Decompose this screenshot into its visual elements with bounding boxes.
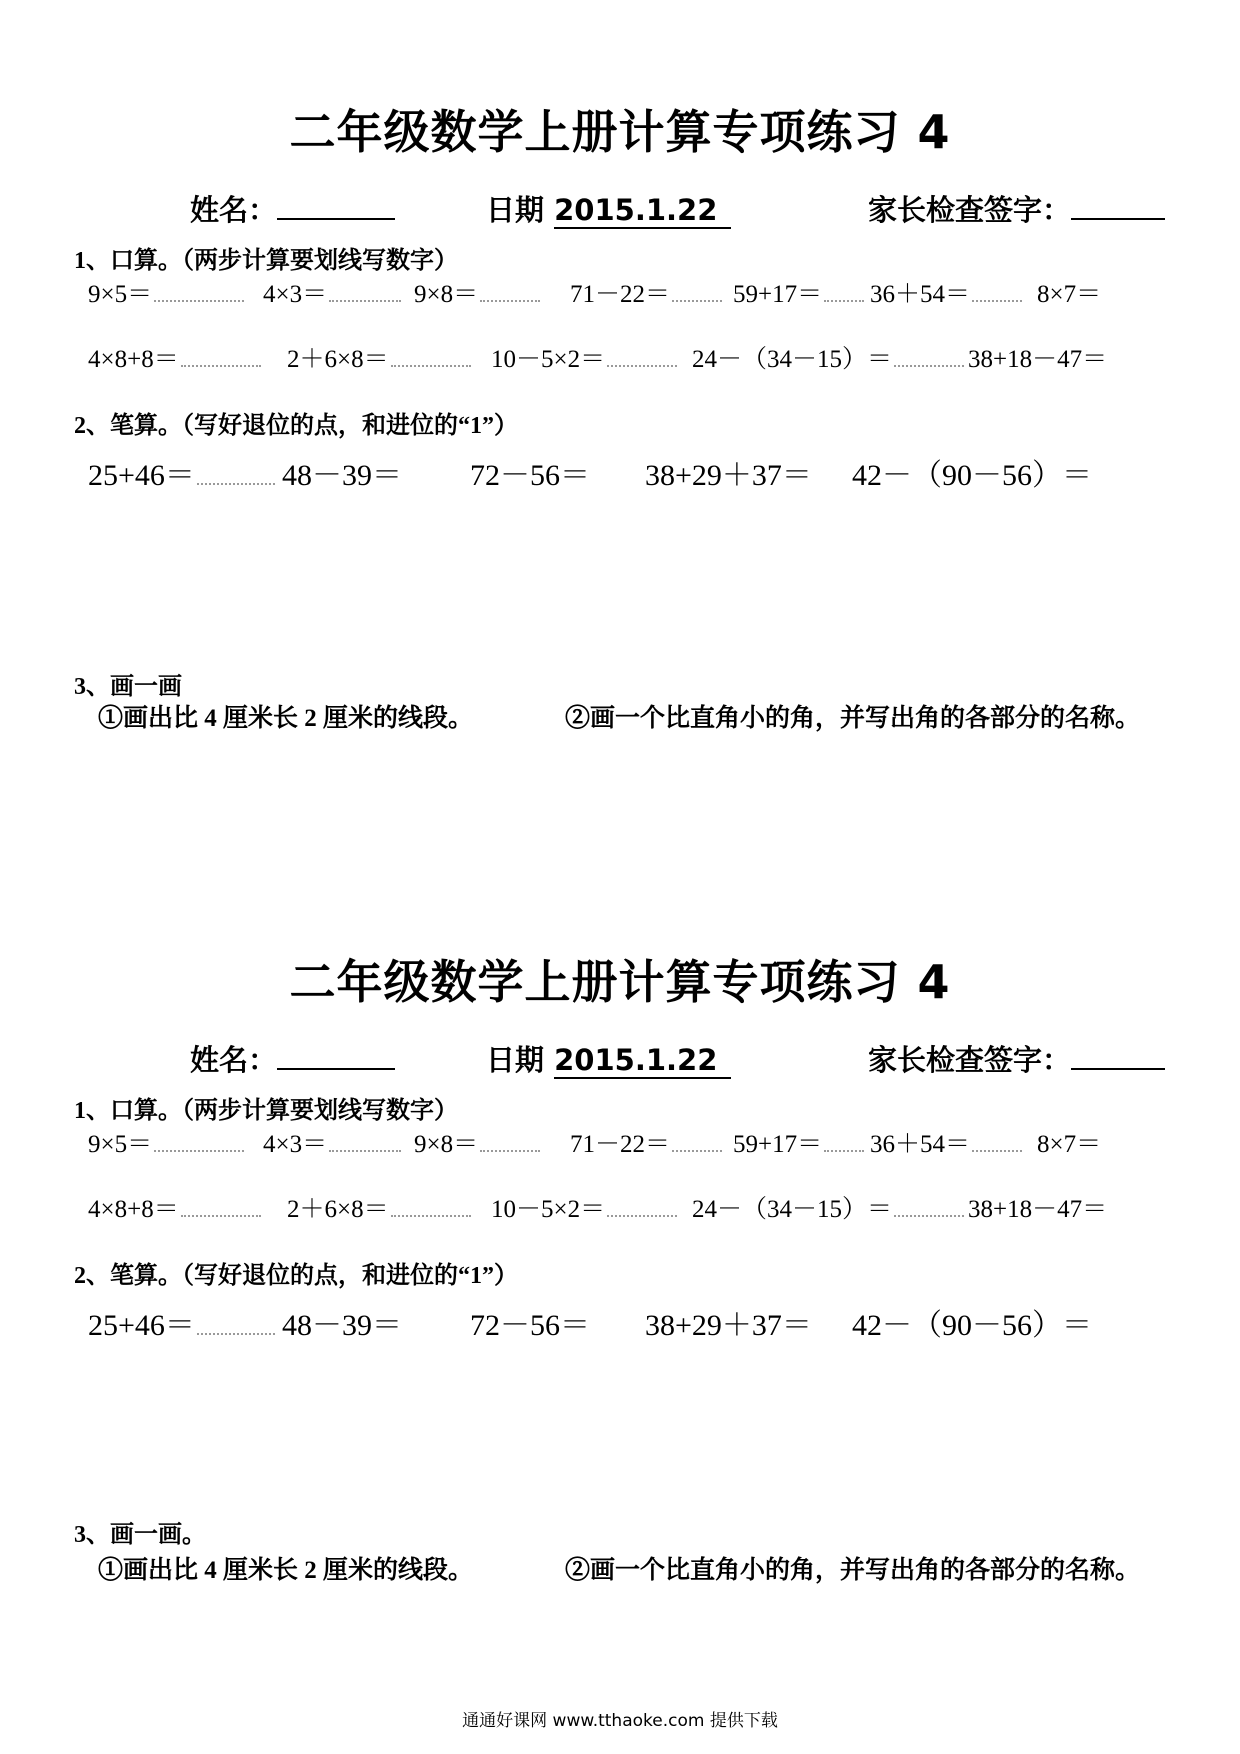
written-problem: 42－（90－56）＝ — [852, 459, 1092, 492]
footer-credit: 通通好课网 www.tthaoke.com 提供下载 — [462, 1711, 778, 1731]
oral-problem: 2＋6×8＝ — [287, 1189, 471, 1225]
draw-task-1: ①画出比 4 厘米长 2 厘米的线段。 — [98, 1557, 474, 1584]
signature-blank[interactable] — [1071, 188, 1165, 220]
name-blank[interactable] — [277, 188, 395, 220]
oral-problem: 8×7＝ — [1037, 281, 1102, 308]
date-field — [486, 188, 731, 229]
written-problem: 72－56＝ — [470, 459, 590, 492]
oral-problem: 24－（34－15）＝ — [692, 339, 964, 375]
worksheet-title: 二年级数学上册计算专项练习 4 — [289, 105, 951, 159]
date-field — [486, 1038, 731, 1079]
section-1-heading: 1、口算。（两步计算要划线写数字） — [74, 248, 458, 274]
date-value: 2015.1.22 — [554, 1043, 731, 1079]
section-3-heading: 3、画一画 — [74, 674, 182, 700]
oral-problem: 9×5＝ — [88, 274, 244, 310]
written-problem: 38+29＋37＝ — [645, 1309, 812, 1342]
oral-problem: 4×8+8＝ — [88, 339, 261, 375]
section-2-heading: 2、笔算。（写好退位的点，和进位的“1”） — [74, 1263, 518, 1289]
section-2-heading: 2、笔算。（写好退位的点，和进位的“1”） — [74, 413, 518, 439]
oral-problem: 9×8＝ — [414, 274, 540, 310]
signature-blank[interactable] — [1071, 1038, 1165, 1070]
draw-task-2: ②画一个比直角小的角，并写出角的各部分的名称。 — [565, 705, 1141, 732]
date-label: 日期 — [486, 193, 545, 227]
signature-field — [868, 1038, 1165, 1079]
date-label: 日期 — [486, 1043, 545, 1077]
worksheet-title: 二年级数学上册计算专项练习 4 — [289, 955, 951, 1009]
written-problem: 38+29＋37＝ — [645, 459, 812, 492]
name-field — [190, 1038, 395, 1079]
draw-task-2: ②画一个比直角小的角，并写出角的各部分的名称。 — [565, 1557, 1141, 1584]
name-label: 姓名： — [190, 1043, 278, 1077]
written-problem: 25+46＝ — [88, 450, 275, 494]
oral-problem: 36＋54＝ — [870, 274, 1022, 310]
signature-label: 家长检查签字： — [868, 193, 1072, 227]
name-field — [190, 188, 395, 229]
oral-problem: 4×8+8＝ — [88, 1189, 261, 1225]
date-value: 2015.1.22 — [554, 193, 731, 229]
oral-problem: 10－5×2＝ — [491, 1189, 677, 1225]
oral-problem: 8×7＝ — [1037, 1131, 1102, 1158]
oral-problem: 59+17＝ — [733, 274, 864, 310]
oral-problem: 36＋54＝ — [870, 1124, 1022, 1160]
oral-problem: 38+18－47＝ — [968, 346, 1108, 373]
oral-problem: 59+17＝ — [733, 1124, 864, 1160]
oral-problem: 24－（34－15）＝ — [692, 1189, 964, 1225]
worksheet-1 — [0, 0, 1240, 850]
oral-problem: 38+18－47＝ — [968, 1196, 1108, 1223]
oral-problem: 71－22＝ — [570, 274, 722, 310]
written-problem: 42－（90－56）＝ — [852, 1309, 1092, 1342]
worksheet-2 — [0, 850, 1240, 1700]
name-label: 姓名： — [190, 193, 278, 227]
section-1-heading: 1、口算。（两步计算要划线写数字） — [74, 1098, 458, 1124]
oral-problem: 9×8＝ — [414, 1124, 540, 1160]
oral-problem: 4×3＝ — [263, 1124, 401, 1160]
oral-problem: 71－22＝ — [570, 1124, 722, 1160]
signature-label: 家长检查签字： — [868, 1043, 1072, 1077]
written-problem: 48－39＝ — [282, 1309, 402, 1342]
oral-problem: 4×3＝ — [263, 274, 401, 310]
draw-task-1: ①画出比 4 厘米长 2 厘米的线段。 — [98, 705, 474, 732]
written-problem: 72－56＝ — [470, 1309, 590, 1342]
name-blank[interactable] — [277, 1038, 395, 1070]
section-3-heading: 3、画一画。 — [74, 1522, 206, 1548]
written-problem: 48－39＝ — [282, 459, 402, 492]
oral-problem: 10－5×2＝ — [491, 339, 677, 375]
oral-problem: 9×5＝ — [88, 1124, 244, 1160]
written-problem: 25+46＝ — [88, 1300, 275, 1344]
oral-problem: 2＋6×8＝ — [287, 339, 471, 375]
signature-field — [868, 188, 1165, 229]
